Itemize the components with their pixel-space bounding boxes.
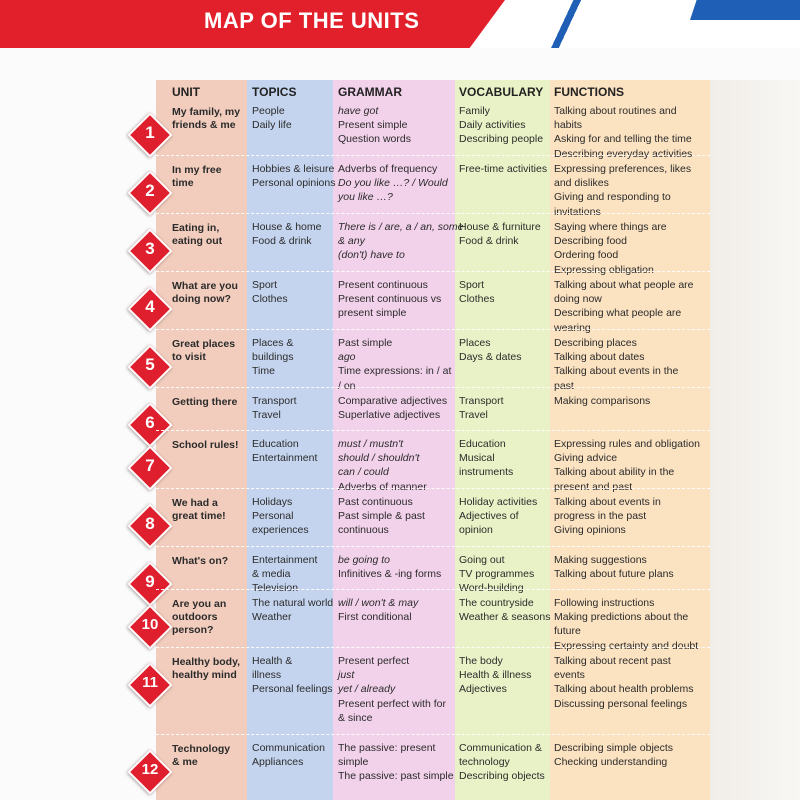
grammar-line: (don't) have to — [338, 249, 405, 262]
grammar-line: just — [338, 669, 355, 682]
grammar-line: There is / are, a / an, some — [338, 221, 464, 233]
grammar-line: Do you like …? / Would — [338, 177, 448, 190]
grammar-line: & any — [338, 235, 365, 248]
grammar-cell — [338, 336, 451, 393]
unit-title: In my free time — [172, 164, 222, 189]
unit-title: My family, my friends & me — [172, 106, 241, 131]
vocabulary-cell: Going out TV programmes Word-building — [459, 554, 535, 595]
functions-cell: Talking about routines and habits Asking for and telling the time Describing everyday activities — [554, 105, 693, 160]
vocabulary-cell: The body Health & illness Adjectives — [459, 655, 532, 696]
grammar-line: can / could — [338, 466, 389, 479]
row-divider — [156, 387, 710, 388]
unit-title: Great places to visit — [172, 338, 236, 363]
unit-number: 12 — [141, 761, 159, 778]
grammar-line: Present perfect — [338, 655, 410, 667]
unit-number: 4 — [145, 297, 155, 316]
grammar-cell — [338, 162, 448, 205]
grammar-cell — [338, 220, 463, 263]
vocabulary-cell: Family Daily activities Describing people — [459, 105, 544, 146]
functions-cell: Talking about recent past events Talking about health problems Discussing personal feelings — [554, 655, 694, 710]
grammar-line: Past simple — [338, 337, 393, 349]
functions-header: FUNCTIONS — [554, 85, 624, 99]
vocabulary-cell: Communication & technology Describing objects — [459, 742, 545, 783]
unit-number: 5 — [145, 355, 155, 374]
grammar-line: you like …? — [338, 191, 393, 204]
functions-cell: Describing simple objects Checking understanding — [554, 742, 674, 769]
row-divider — [156, 271, 710, 272]
row-divider — [156, 734, 710, 735]
grammar-line: & since — [338, 711, 373, 724]
functions-cell: Describing places Talking about dates Talking about events in the past — [554, 337, 679, 392]
unit-title: Are you an outdoors person? — [172, 598, 227, 636]
grammar-line: have got — [338, 105, 379, 117]
topics-cell: Hobbies & leisure Personal opinions — [252, 163, 336, 190]
vocabulary-cell: Education Musical instruments — [459, 438, 514, 479]
row-divider — [156, 589, 710, 590]
grammar-line: / on — [338, 379, 356, 392]
functions-cell: Expressing preferences, likes and dislikes Giving and responding to invitations — [554, 163, 692, 218]
grammar-line: First conditional — [338, 611, 412, 624]
grammar-cell — [338, 104, 411, 147]
topics-header: TOPICS — [252, 85, 297, 99]
grammar-line: will / won't & may — [338, 597, 419, 609]
unit-title: Getting there — [172, 396, 238, 408]
grammar-cell: Comparative adjectives Superlative adjectives — [338, 395, 448, 422]
topics-cell: House & home Food & drink — [252, 221, 322, 248]
row-divider — [156, 155, 710, 156]
unit-title: What's on? — [172, 555, 229, 567]
grammar-line: yet / already — [338, 683, 396, 696]
topics-cell: Places & buildings Time — [252, 337, 294, 378]
topics-cell: People Daily life — [252, 105, 292, 132]
vocabulary-cell: Places Days & dates — [459, 337, 522, 364]
row-divider — [156, 647, 710, 648]
grammar-cell: Past continuous Past simple & past continuous — [338, 496, 425, 537]
unit-number: 8 — [145, 514, 155, 533]
banner-stripe — [458, 0, 628, 48]
unit-number: 11 — [142, 674, 158, 691]
topics-cell: Sport Clothes — [252, 279, 288, 306]
row-divider — [156, 488, 710, 489]
functions-cell: Making suggestions Talking about future plans — [554, 554, 674, 581]
grammar-cell — [338, 437, 427, 494]
grammar-line: should / shouldn't — [338, 452, 420, 465]
grammar-line: Adverbs of manner — [338, 480, 427, 493]
unit-number: 10 — [141, 616, 159, 633]
unit-title: What are you doing now? — [172, 280, 238, 305]
vocabulary-cell: Sport Clothes — [459, 279, 495, 306]
topics-cell: Education Entertainment — [252, 438, 318, 465]
grammar-line: Time expressions: in / at — [338, 365, 452, 378]
functions-cell: Talking about events in progress in the past Giving opinions — [554, 496, 661, 537]
unit-title: Healthy body, healthy mind — [172, 656, 241, 681]
topics-cell: The natural world Weather — [252, 597, 334, 624]
functions-cell: Talking about what people are doing now Describing what people are wearing — [554, 279, 694, 334]
functions-cell: Following instructions Making predictions about the future Expressing certainty and doubt — [554, 597, 699, 652]
topics-cell: Transport Travel — [252, 395, 297, 422]
grammar-line: ago — [338, 351, 356, 364]
grammar-cell — [338, 596, 418, 624]
row-divider — [156, 546, 710, 547]
vocabulary-cell: Free-time activities — [459, 163, 548, 175]
grammar-cell: Present continuous Present continuous vs present simple — [338, 279, 442, 320]
vocabulary-cell: The countryside Weather & seasons — [459, 597, 551, 624]
unit-title: Technology & me — [172, 743, 231, 768]
grammar-line: be going to — [338, 554, 390, 566]
unit-number: 7 — [145, 456, 155, 475]
grammar-line: must / mustn't — [338, 438, 404, 450]
grammar-header: GRAMMAR — [338, 85, 402, 99]
unit-number: 3 — [145, 239, 155, 258]
unit-header: UNIT — [172, 85, 200, 99]
unit-title: We had a great time! — [172, 497, 226, 522]
topics-cell: Holidays Personal experiences — [252, 496, 309, 537]
unit-number: 1 — [145, 123, 155, 142]
grammar-line: Infinitives & -ing forms — [338, 568, 442, 581]
functions-cell: Saying where things are Describing food Ordering food Expressing obligation — [554, 221, 667, 276]
grammar-line: Adverbs of frequency — [338, 163, 438, 175]
grammar-cell — [338, 654, 446, 725]
page-title: MAP OF THE UNITS — [204, 8, 420, 33]
row-divider — [156, 213, 710, 214]
grammar-line: Question words — [338, 133, 411, 146]
topics-cell: Entertainment & media Television — [252, 554, 318, 595]
row-divider — [156, 430, 710, 431]
vocabulary-cell: Transport Travel — [459, 395, 504, 422]
unit-number: 6 — [145, 413, 155, 432]
functions-cell: Making comparisons — [554, 395, 651, 407]
facing-page-edge — [710, 80, 800, 800]
grammar-line: Present perfect with for — [338, 697, 446, 710]
unit-title: Eating in, eating out — [172, 222, 223, 247]
grammar-line: Present simple — [338, 119, 408, 132]
row-divider — [156, 329, 710, 330]
topics-cell: Communication Appliances — [252, 742, 325, 769]
vocabulary-header: VOCABULARY — [459, 85, 544, 99]
blue-banner — [690, 0, 800, 20]
unit-title: School rules! — [172, 439, 239, 451]
grammar-cell — [338, 553, 441, 581]
vocabulary-cell: Holiday activities Adjectives of opinion — [459, 496, 538, 537]
functions-cell: Expressing rules and obligation Giving advice Talking about ability in the present and past — [554, 438, 700, 493]
unit-number: 2 — [145, 181, 155, 200]
grammar-cell: The passive: present simple The passive: past simple — [338, 742, 454, 783]
topics-cell: Health & illness Personal feelings — [252, 655, 333, 696]
page-header — [0, 0, 800, 48]
unit-number: 9 — [145, 572, 155, 591]
vocabulary-cell: House & furniture Food & drink — [459, 221, 541, 248]
